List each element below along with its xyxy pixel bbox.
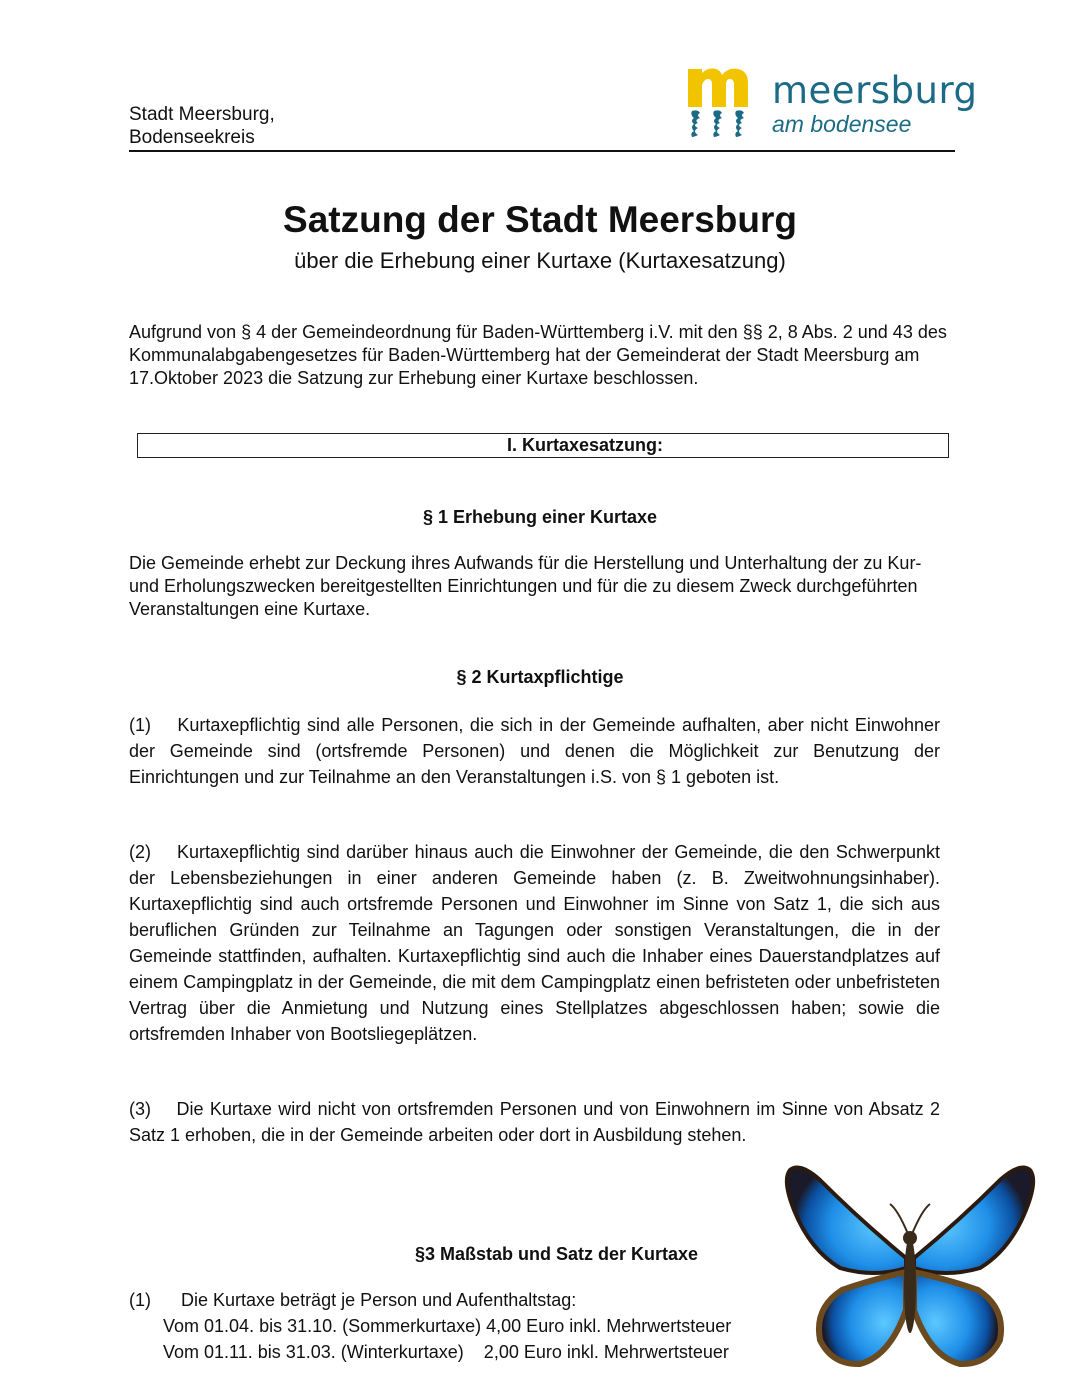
logo-m-icon <box>684 63 754 107</box>
paragraph-text: Kurtaxepflichtig sind alle Personen, die sich in der Gemeinde aufhalten, aber nicht Einwohner der Gemeinde sind (ortsfremde Personen) und denen die Möglichkeit zur Benutzung der Einrichtungen und zur Teilnahme an den Veranstaltungen i.S. von § 1 geboten ist. <box>129 715 940 787</box>
issuer-line-2: Bodenseekreis <box>129 127 255 148</box>
issuer-line-1: Stadt Meersburg, <box>129 104 275 125</box>
logo-tagline: am bodensee <box>772 111 912 137</box>
preamble-paragraph: Aufgrund von § 4 der Gemeindeordnung für Baden-Württemberg i.V. mit den §§ 2, 8 Abs. 2 und 43 des Kommunalabgabengesetzes für Baden-Württemberg hat der Gemeinderat der Stadt Meersburg am 17.Oktober 2023 die Satzung zur Erhebung einer Kurtaxe beschlossen. <box>129 322 947 388</box>
paragraph-number: (1) <box>129 715 151 735</box>
butterfly-image <box>780 1150 1040 1375</box>
meersburg-logo <box>684 63 978 145</box>
rate-winter: Vom 01.11. bis 31.03. (Winterkurtaxe) 2,00 Euro inkl. Mehrwertsteuer <box>163 1342 729 1362</box>
section-2-heading: § 2 Kurtaxpflichtige <box>456 667 624 687</box>
logo-waves-icon <box>688 109 752 139</box>
issuer-block <box>129 103 275 149</box>
paragraph-text: Kurtaxepflichtig sind darüber hinaus auch die Einwohner der Gemeinde, die den Schwerpunkt der Lebensbeziehungen in einer anderen Gemeinde haben (z. B. Zweitwohnungsinhaber). Kurtaxepflichtig sind auch ortsfremde Personen und Einwohner im Sinne von Satz 1, die sich aus beruflichen Gründen zur Teilnahme an Tagungen oder sonstigen Veranstaltungen, die in der Gemeinde stattfinden, aufhalten. Kurtaxepflichtig sind auch die Inhaber eines Dauerstandplatzes auf einem Campingplatz in der Gemeinde, die mit dem Campingplatz einen befristeten oder unbefristeten Vertrag über die Anmietung und Nutzung eines Stellplatzes abgeschlossen haben; sowie die ortsfremden Inhaber von Bootsliegeplätzen. <box>129 842 940 1044</box>
section-3-heading: §3 Maßstab und Satz der Kurtaxe <box>415 1244 699 1264</box>
paragraph-text: Die Kurtaxe wird nicht von ortsfremden Personen und von Einwohnern im Sinne von Absatz 2 Satz 1 erhoben, die in der Gemeinde arbeiten oder dort in Ausbildung stehen. <box>129 1099 940 1145</box>
paragraph-number: (3) <box>129 1099 151 1119</box>
paragraph-number: (1) <box>129 1290 151 1310</box>
section-box-label: I. Kurtaxesatzung: <box>507 435 664 455</box>
logo-wordmark: meersburg <box>772 69 978 112</box>
paragraph-number: (2) <box>129 842 151 862</box>
section-box-kurtaxesatzung <box>137 433 949 458</box>
section-2-paragraph-1 <box>129 712 940 790</box>
paragraph-text: Die Kurtaxe beträgt je Person und Aufenthaltstag: <box>181 1290 577 1310</box>
section-1-text: Die Gemeinde erhebt zur Deckung ihres Aufwands für die Herstellung und Unterhaltung der zu Kur- und Erholungszwecken bereitgestellten Einrichtungen und für die zu diesem Zweck durchgeführten Veranstaltungen eine Kurtaxe. <box>129 553 922 619</box>
document-subtitle: über die Erhebung einer Kurtaxe (Kurtaxesatzung) <box>294 248 786 273</box>
section-2-paragraph-2 <box>129 839 940 1047</box>
header-divider <box>129 150 955 152</box>
rate-summer: Vom 01.04. bis 31.10. (Sommerkurtaxe) 4,00 Euro inkl. Mehrwertsteuer <box>163 1316 732 1336</box>
section-1-heading: § 1 Erhebung einer Kurtaxe <box>422 507 658 527</box>
document-title: Satzung der Stadt Meersburg <box>283 199 797 240</box>
section-2-paragraph-3 <box>129 1096 940 1148</box>
